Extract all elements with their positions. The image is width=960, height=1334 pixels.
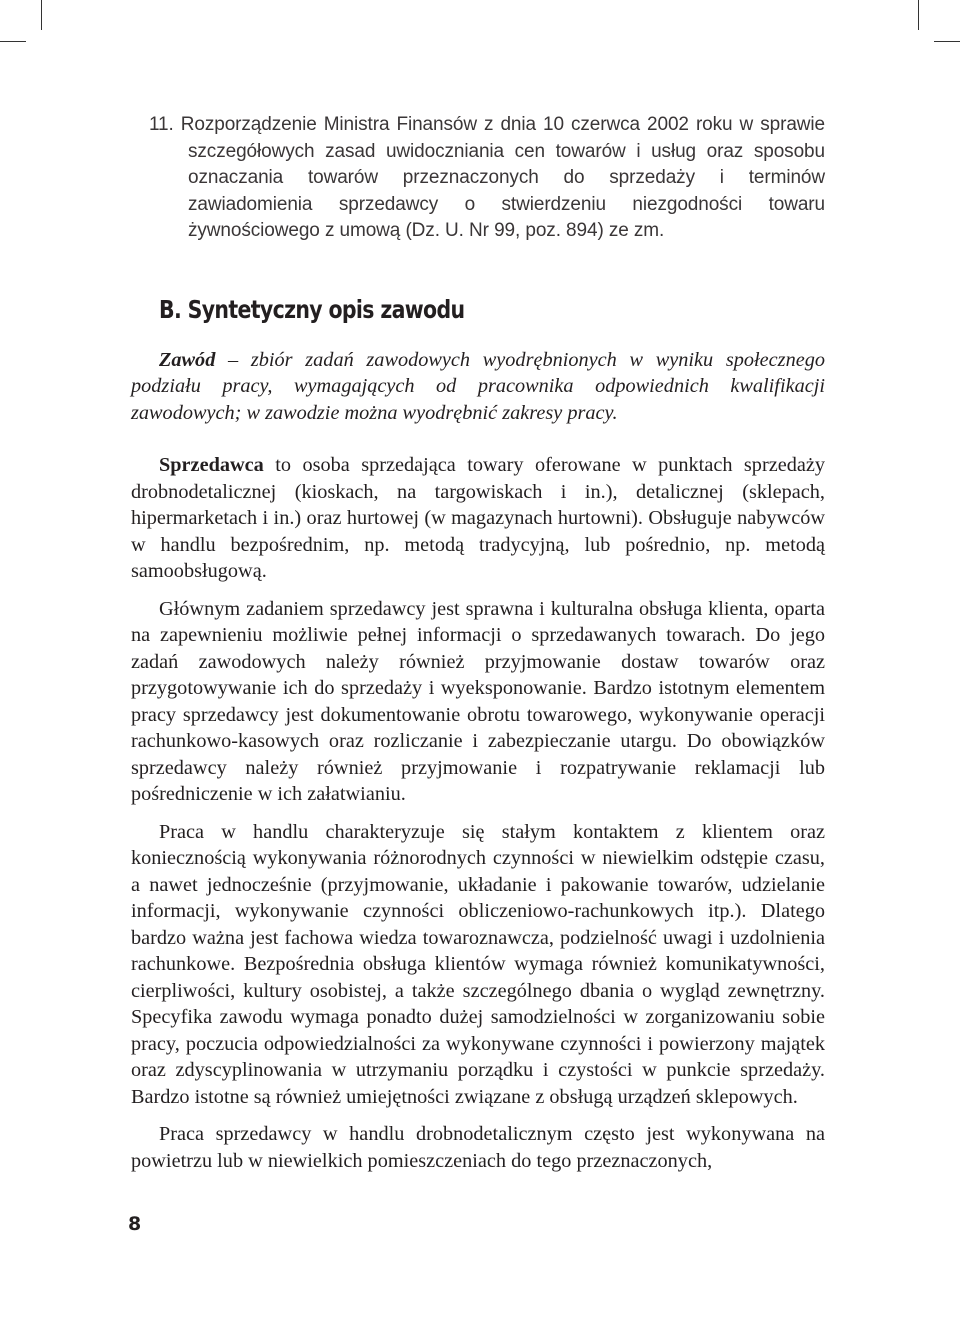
crop-mark-top-right-h xyxy=(934,41,960,42)
paragraph-work-environment: Praca sprzedawcy w handlu drobnodetalicznym często jest wykonywana na powietrzu lub w niewielkich pomieszczeniach do tego przeznaczonych, xyxy=(131,1123,825,1172)
paragraph-term: Sprzedawca xyxy=(159,454,264,476)
reference-text: Rozporządzenie Ministra Finansów z dnia 10 czerwca 2002 roku w sprawie szczegółowych zasad uwidoczniania cen towarów i usług oraz sposobu oznaczania towarów przeznaczonych do sprzedaży i terminów zawiadomienia sprzedawcy o stwierdzeniu niezgodności towaru żywnościowego z umową (Dz. U. Nr 99, poz. 894) ze zm. xyxy=(180,114,825,241)
definition-text: – zbiór zadań zawodowych wyodrębnionych w wyniku społecznego podziału pracy, wymagających od pracownika odpowiednich kwalifikacji zawodowych; w zawodzie można wyodrębnić zakresy pracy. xyxy=(131,348,825,424)
page-content xyxy=(131,112,825,1174)
reference-number: 11. xyxy=(149,114,174,135)
paragraph-work-characteristics: Praca w handlu charakteryzuje się stałym kontaktem z klientem oraz koniecznością wykonywania różnorodnych czynności w niewielkim odstępie czasu, a nawet jednocześnie (przyjmowanie, układanie i pakowanie towarów, udzielanie informacji, wykonywanie czynności obliczeniowo-rachunkowych itp.). Dlatego bardzo ważna jest fachowa wiedza towaroznawcza, podzielność uwagi i uzdolnienia rachunkowe. Bezpośrednia obsługa klientów wymaga również komunikatywności, cierpliwości, kultury osobistej, a także szczególnego dbania o wygląd zewnętrzny. Specyfika zawodu wymaga ponadto dużej samodzielności w zorganizowaniu sobie pracy, poczucia odpowiedzialności za wykonywane czynności i powierzony majątek oraz zdyscyplinowania w utrzymaniu porządku i czystości w punkcie sprzedaży. Bardzo istotne są również umiejętności związane z obsługą urządzeń sklepowych. xyxy=(131,820,825,1108)
crop-mark-top-left-v xyxy=(41,0,42,30)
page-number: 8 xyxy=(128,1213,142,1235)
crop-mark-top-left-h xyxy=(0,41,26,42)
paragraph-main-tasks: Głównym zadaniem sprzedawcy jest sprawna i kulturalna obsługa klienta, oparta na zapewnieniu możliwie pełnej informacji o sprzedawanych towarach. Do jego zadań zawodowych należy również przyjmowanie dostaw towarów oraz przygotowywanie ich do sprzedaży i wyeksponowanie. Bardzo istotnym elementem pracy sprzedawcy jest dokumentowanie obrotu towarowego, wykonywanie operacji rachunkowo-kasowych oraz rozliczanie i zabezpieczanie utargu. Do obowiązków sprzedawcy należy również przyjmowanie i rozpatrywanie reklamacji lub pośredniczenie w ich załatwianiu. xyxy=(131,597,825,805)
reference-item xyxy=(131,112,825,245)
definition-term: Zawód xyxy=(159,348,216,371)
definition-paragraph xyxy=(131,347,825,427)
paragraph-text: to osoba sprzedająca towary oferowane w punktach sprzedaży drobnodetalicznej (kioskach, na targowiskach i in.), detalicznej (sklepach, hipermarketach i in.) oraz hurtowej (w magazynach hurtowni). Obsługuje nabywców w handlu bezpośrednim, np. metodą tradycyjną, lub pośrednio, np. metodą samoobsługową. xyxy=(131,454,825,582)
paragraph-sprzedawca xyxy=(131,452,825,585)
section-heading: B. Syntetyczny opis zawodu xyxy=(159,294,465,324)
crop-mark-top-right-v xyxy=(918,0,919,30)
